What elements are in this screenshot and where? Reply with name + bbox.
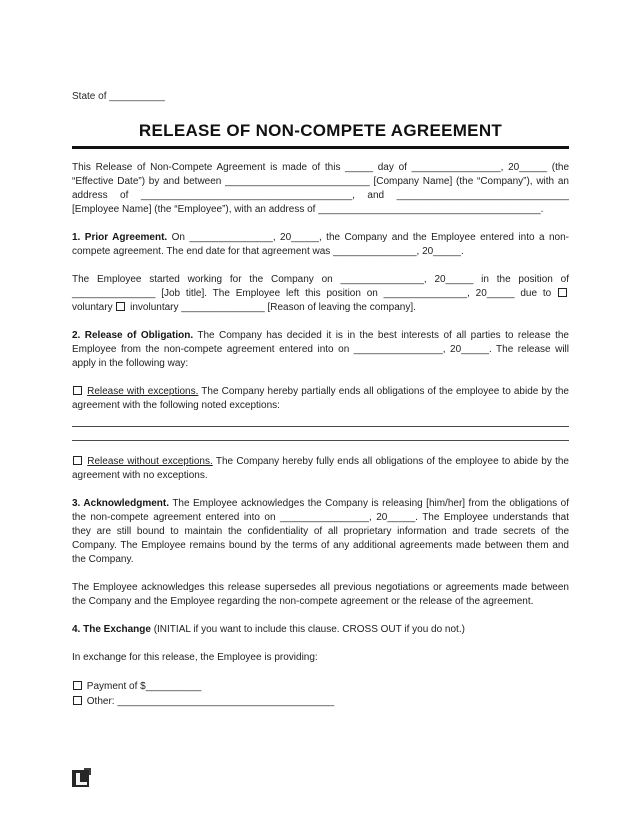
- intro-paragraph: [72, 161, 569, 217]
- section-4-the-exchange: [72, 623, 569, 637]
- intro-text: This Release of Non-Compete Agreement is made of this _____ day of ________________, 20_____ (the “Effective Date”) by and between __________________________ [Company Name] (the “Company”), with an address of ______________________________________, and _______________________________ [Employee Name] (the “Employee”), with an address of ________________________________________.: [72, 162, 569, 215]
- blank-fill-line: [72, 427, 569, 441]
- release-with-exceptions-paragraph: [72, 385, 569, 413]
- release-without-exceptions-text: The Company hereby fully ends all obligations of the employee to abide by the agreement with no exceptions.: [72, 456, 569, 481]
- exchange-intro-paragraph: [72, 651, 569, 665]
- payment-label: Payment of $__________: [86, 681, 202, 692]
- exchange-intro-text: In exchange for this release, the Employee is providing:: [72, 652, 318, 663]
- section-2-heading: 2. Release of Obligation.: [72, 330, 194, 341]
- employment-text-after: involuntary _______________ [Reason of leaving the company].: [130, 302, 416, 313]
- section-1-body: On _______________, 20_____, the Company and the Employee entered into a non-compete agreement. The end date for that agreement was _______________, 20_____.: [72, 232, 569, 257]
- other-label: Other: _______________________________________: [86, 696, 335, 707]
- exchange-options: [72, 679, 569, 709]
- payment-checkbox[interactable]: [73, 681, 82, 690]
- release-with-exceptions-label: Release with exceptions.: [87, 386, 199, 397]
- release-with-exceptions-text: The Company hereby partially ends all obligations of the employee to abide by the agreement with the following noted exceptions:: [72, 386, 569, 411]
- section-3-body: The Employee acknowledges the Company is releasing [him/her] from the obligations of the non-compete agreement entered into on ________________, 20_____. The Employee understands that they are still bound to maintain the confidentiality of all proprietary information and trade secrets of the Company. The Employee remains bound by the terms of any additional agreements made between them and the Company.: [72, 498, 569, 565]
- blank-fill-line: [72, 413, 569, 427]
- exceptions-blank-lines: [72, 413, 569, 441]
- other-option-row: [72, 694, 569, 709]
- payment-option-row: [72, 679, 569, 694]
- section-3-body-2: The Employee acknowledges this release supersedes all previous negotiations or agreements made between the Company and the Employee regarding the non-compete agreement or the release of the agreement.: [72, 582, 569, 607]
- release-with-exceptions-checkbox[interactable]: [73, 386, 82, 395]
- section-4-heading: 4. The Exchange: [72, 624, 151, 635]
- section-2-body: The Company has decided it is in the best interests of all parties to release the Employee from the non-compete agreement entered into on ________________, 20_____. The release will apply in the following way:: [72, 330, 569, 369]
- section-1-prior-agreement: [72, 231, 569, 259]
- section-2-release-of-obligation: [72, 329, 569, 371]
- voluntary-checkbox[interactable]: [558, 288, 567, 297]
- section-1-heading: 1. Prior Agreement.: [72, 232, 168, 243]
- section-3-supersedes-paragraph: [72, 581, 569, 609]
- section-3-heading: 3. Acknowledgment.: [72, 498, 170, 509]
- section-4-note: (INITIAL if you want to include this clause. CROSS OUT if you do not.): [153, 624, 465, 635]
- release-without-exceptions-paragraph: [72, 455, 569, 483]
- involuntary-checkbox[interactable]: [116, 302, 125, 311]
- release-without-exceptions-checkbox[interactable]: [73, 456, 82, 465]
- section-1-employment-paragraph: [72, 273, 569, 315]
- page-title: RELEASE OF NON-COMPETE AGREEMENT: [72, 121, 569, 149]
- state-of-line: State of __________: [72, 91, 165, 102]
- release-without-exceptions-label: Release without exceptions.: [87, 456, 213, 467]
- other-checkbox[interactable]: [73, 696, 82, 705]
- voluntary-label: voluntary: [72, 302, 113, 313]
- legal-templates-logo-icon: [72, 768, 92, 788]
- section-3-acknowledgment: [72, 497, 569, 567]
- employment-text-before: The Employee started working for the Company on _______________, 20_____ in the position of _______________ [Job title]. The Employee left this position on _______________, 20_____ due to: [72, 274, 569, 299]
